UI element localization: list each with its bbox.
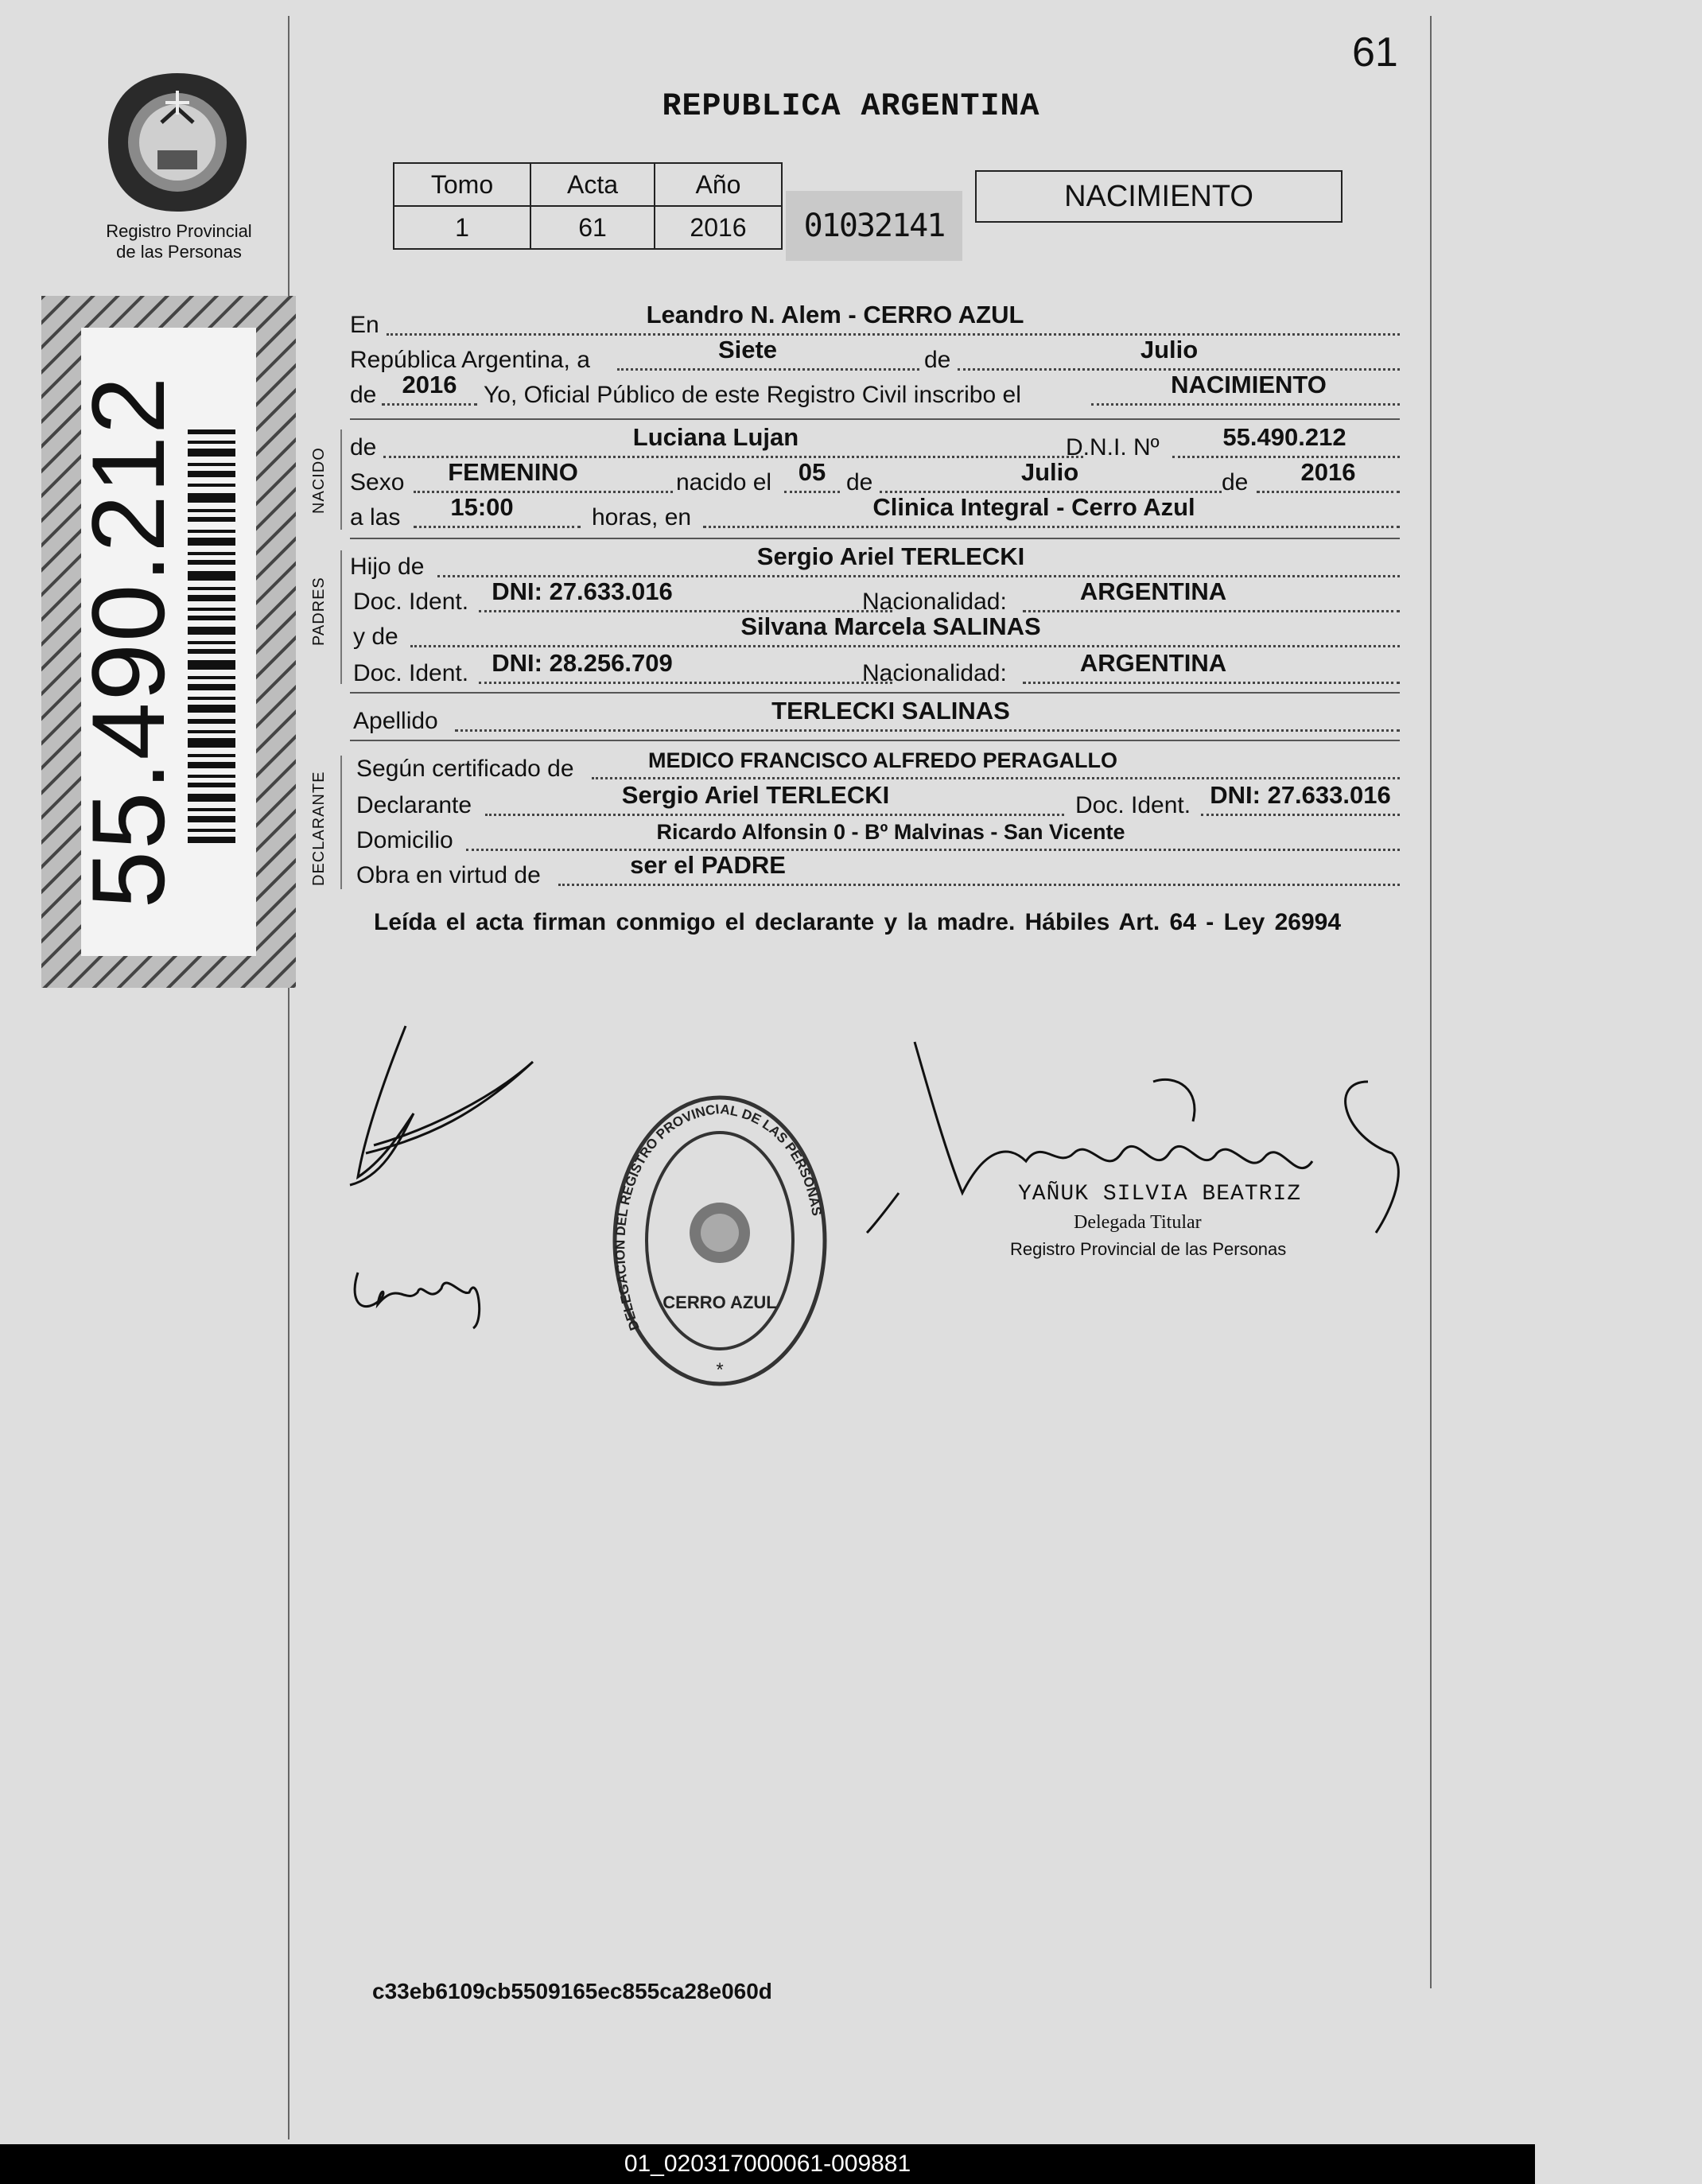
- separator: [350, 740, 1400, 741]
- form-row-sexo: [350, 458, 1400, 496]
- stamp-outer-text: DELEGACION DEL REGISTRO PROVINCIAL DE LAS PERSONAS: [612, 1101, 825, 1333]
- section-label-declarante: DECLARANTE: [310, 771, 328, 886]
- province-seal-logo: [102, 67, 253, 218]
- mother-name-value: Silvana Marcela SALINAS: [740, 612, 1041, 640]
- hour-value: 15:00: [450, 493, 514, 521]
- dotted-line: [455, 729, 1400, 732]
- form-row-year: [350, 371, 1400, 409]
- sexo-label: Sexo: [350, 469, 405, 495]
- de-label: de: [1222, 469, 1249, 495]
- month-value: Julio: [1140, 336, 1199, 363]
- inscribo-type-value: NACIMIENTO: [1171, 371, 1327, 398]
- form-row-father-doc: [350, 577, 1400, 616]
- birth-day-value: 05: [798, 458, 826, 486]
- dotted-line: [414, 526, 581, 528]
- right-margin-line: [1430, 16, 1432, 1988]
- birth-year-value: 2016: [1300, 458, 1356, 486]
- separator: [350, 692, 1400, 694]
- tomo-header: Tomo: [394, 163, 530, 206]
- surname-value: TERLECKI SALINAS: [771, 697, 1010, 725]
- form-row-en: [350, 301, 1400, 339]
- dotted-line: [479, 682, 892, 684]
- name-value: Luciana Lujan: [632, 423, 799, 451]
- mother-nationality-value: ARGENTINA: [1079, 649, 1227, 677]
- doc-ident-label-2: Doc. Ident.: [1075, 792, 1191, 818]
- section-divider: [340, 429, 342, 530]
- section-label-nacido: NACIDO: [310, 447, 328, 514]
- officer-name: YAÑUK SILVIA BEATRIZ: [1018, 1182, 1302, 1207]
- document-type-box: NACIMIENTO: [975, 170, 1343, 223]
- dotted-line: [410, 645, 1400, 647]
- de-label: de: [846, 469, 873, 495]
- doc-ident-label: Doc. Ident.: [353, 660, 469, 686]
- section-divider: [340, 756, 342, 889]
- record-table: [393, 162, 783, 250]
- logo-caption: [80, 221, 278, 262]
- serial-stamp: 01032141: [786, 191, 962, 261]
- horas-en-label: horas, en: [592, 504, 692, 530]
- officer-role: Delegada Titular: [1074, 1212, 1202, 1233]
- year-value: 2016: [402, 371, 457, 398]
- dotted-line: [558, 884, 1400, 886]
- doc-ident-label: Doc. Ident.: [353, 589, 469, 615]
- hijo-de-label: Hijo de: [350, 554, 425, 580]
- separator: [350, 418, 1400, 420]
- anio-value: 2016: [655, 206, 782, 249]
- form-row-obra: [350, 851, 1400, 889]
- anio-header: Año: [655, 163, 782, 206]
- obra-label: Obra en virtud de: [356, 862, 541, 888]
- mother-signature: [342, 1249, 501, 1336]
- nacionalidad-label: Nacionalidad:: [862, 589, 1007, 615]
- apellido-label: Apellido: [353, 708, 438, 734]
- vertical-dni-number: [70, 328, 186, 956]
- father-name-value: Sergio Ariel TERLECKI: [756, 542, 1025, 570]
- logo-caption-line1: Registro Provincial: [106, 221, 252, 241]
- certificate-value: MEDICO FRANCISCO ALFREDO PERAGALLO: [648, 748, 1117, 772]
- record-table-header-row: [394, 163, 782, 206]
- form-row-y-de: [350, 612, 1400, 651]
- dotted-line: [1091, 403, 1400, 406]
- vertical-barcode: [188, 429, 235, 843]
- form-row-certificado: [350, 748, 1400, 783]
- y-de-label: y de: [353, 624, 398, 650]
- day-words-value: Siete: [717, 336, 778, 363]
- stamp-inner-text: CERRO AZUL: [663, 1292, 777, 1312]
- declarant-value: Sergio Ariel TERLECKI: [621, 781, 890, 809]
- acta-header: Acta: [530, 163, 655, 206]
- declarante-label: Declarante: [356, 792, 472, 818]
- dotted-line: [703, 526, 1400, 528]
- dotted-line: [617, 368, 919, 371]
- form-row-name: [350, 423, 1400, 461]
- section-label-padres: PADRES: [310, 577, 328, 646]
- dotted-line: [1257, 491, 1400, 493]
- birth-month-value: Julio: [1020, 458, 1079, 486]
- form-row-apellido: [350, 697, 1400, 735]
- address-value: Ricardo Alfonsin 0 - Bº Malvinas - San Vicente: [656, 820, 1125, 844]
- father-nationality-value: ARGENTINA: [1079, 577, 1227, 605]
- dni-label: D.N.I. Nº: [1066, 434, 1160, 461]
- dotted-line: [592, 777, 1400, 779]
- certificado-label: Según certificado de: [356, 756, 574, 782]
- registry-stamp: [608, 1090, 832, 1392]
- declarant-signature: [334, 1018, 557, 1193]
- form-row-hijo-de: [350, 542, 1400, 581]
- dotted-line: [1023, 682, 1400, 684]
- birth-place-value: Clinica Integral - Cerro Azul: [872, 493, 1195, 521]
- form-row-republica: [350, 336, 1400, 374]
- a-las-label: a las: [350, 504, 401, 530]
- page-number: 61: [1352, 29, 1398, 76]
- nacido-el-label: nacido el: [676, 469, 772, 495]
- separator: [350, 538, 1400, 539]
- father-doc-value: DNI: 27.633.016: [492, 577, 673, 605]
- legend-text: Leída el acta firman conmigo el declarante y la madre. Hábiles Art. 64 - Ley 26994: [374, 909, 1342, 935]
- dotted-line: [382, 403, 477, 406]
- nacionalidad-label: Nacionalidad:: [862, 660, 1007, 686]
- domicilio-label: Domicilio: [356, 827, 453, 853]
- section-divider: [340, 550, 342, 684]
- form-row-mother-doc: [350, 649, 1400, 687]
- sexo-value: FEMENINO: [448, 458, 578, 486]
- form-row-domicilio: [350, 822, 1400, 854]
- tomo-value: 1: [394, 206, 530, 249]
- oficial-text: Yo, Oficial Público de este Registro Civil inscribo el: [484, 382, 1021, 408]
- dni-vertical-text: 55.490.212: [70, 375, 186, 909]
- mother-doc-value: DNI: 28.256.709: [492, 649, 673, 677]
- logo-caption-line2: de las Personas: [116, 242, 242, 262]
- republica-label: República Argentina, a: [350, 347, 590, 373]
- form-row-hora: [350, 493, 1400, 531]
- capacity-value: ser el PADRE: [630, 851, 786, 879]
- officer-registry: Registro Provincial de las Personas: [1010, 1239, 1287, 1259]
- dotted-line: [1201, 814, 1400, 816]
- record-table-value-row: [394, 206, 782, 249]
- de-label: de: [350, 434, 377, 461]
- document-hash: c33eb6109cb5509165ec855ca28e060d: [372, 1979, 772, 2003]
- acta-value: 61: [530, 206, 655, 249]
- stamp-star-icon: *: [716, 1359, 724, 1381]
- de-label: de: [924, 347, 951, 373]
- place-value: Leandro N. Alem - CERRO AZUL: [646, 301, 1024, 328]
- declarant-doc-value: DNI: 27.633.016: [1210, 781, 1391, 809]
- de-label: de: [350, 382, 377, 408]
- dotted-line: [485, 814, 1064, 816]
- dni-value: 55.490.212: [1222, 423, 1346, 451]
- form-row-declarante: [350, 781, 1400, 819]
- document-title: REPUBLICA ARGENTINA: [662, 89, 1040, 125]
- footer-id-bar: 01_020317000061-009881: [0, 2144, 1535, 2184]
- en-label: En: [350, 312, 379, 338]
